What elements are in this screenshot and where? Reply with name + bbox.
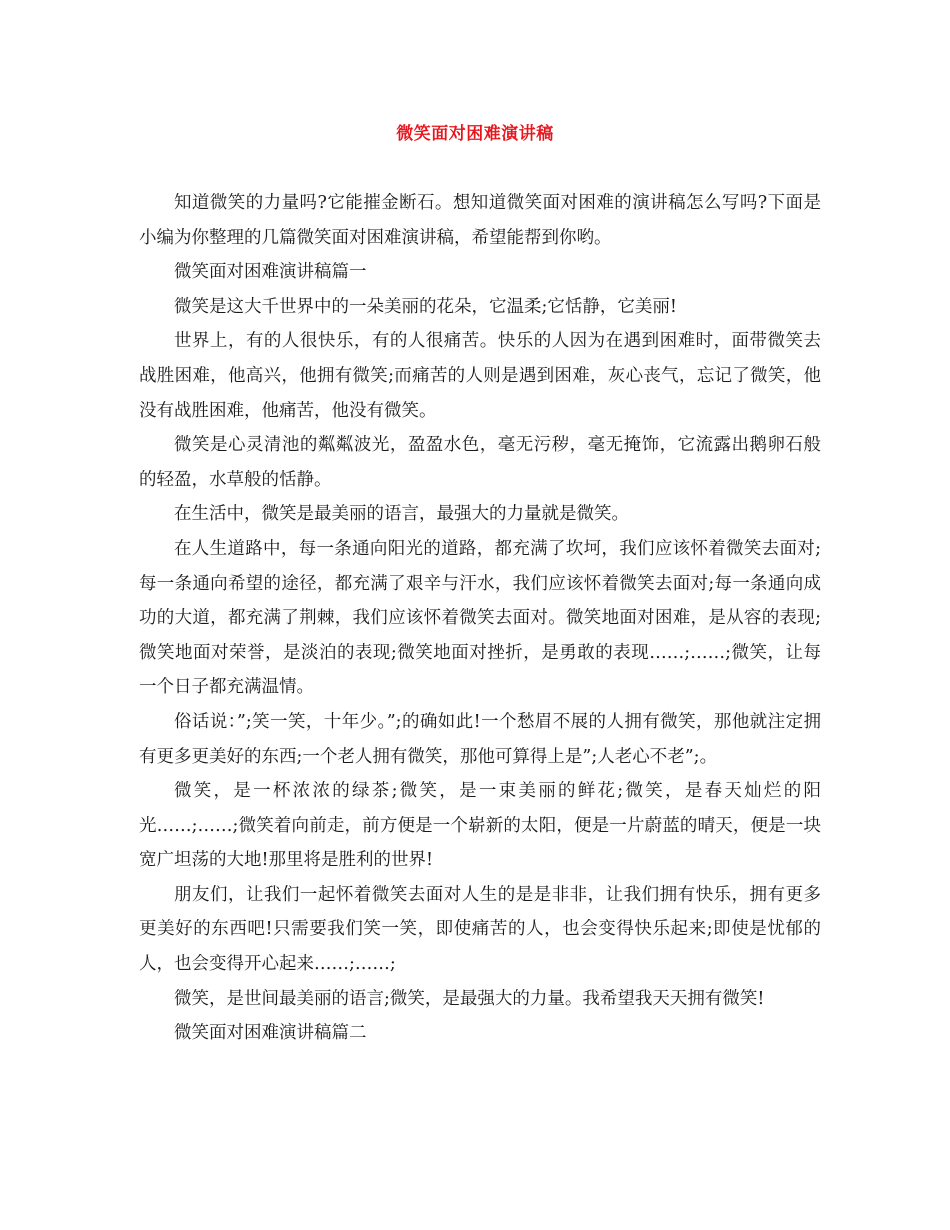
section-heading-2: 微笑面对困难演讲稿篇二: [174, 1023, 367, 1044]
paragraph: 在生活中，微笑是最美丽的语言，最强大的力量就是微笑。: [174, 504, 629, 525]
document-body: [139, 186, 821, 1051]
paragraph: 世界上，有的人很快乐，有的人很痛苦。快乐的人因为在遇到困难时，面带微笑去战胜困难，他高兴，他拥有微笑;而痛苦的人则是遇到困难，灰心丧气，忘记了微笑，他没有战胜困难，他痛苦，他没有微笑。: [139, 331, 821, 421]
paragraph: 微笑，是一杯浓浓的绿茶;微笑，是一束美丽的鲜花;微笑，是春天灿烂的阳光……;……;微笑着向前走，前方便是一个崭新的太阳，便是一片蔚蓝的晴天，便是一块宽广坦荡的大地!那里将是胜利的世界!: [139, 781, 821, 871]
section-heading-1: 微笑面对困难演讲稿篇一: [174, 262, 367, 283]
document-title: 微笑面对困难演讲稿: [396, 124, 554, 144]
paragraph-intro: 知道微笑的力量吗?它能摧金断石。想知道微笑面对困难的演讲稿怎么写吗?下面是小编为你整理的几篇微笑面对困难演讲稿，希望能帮到你哟。: [139, 193, 821, 248]
paragraph: 在人生道路中，每一条通向阳光的道路，都充满了坎坷，我们应该怀着微笑去面对;每一条通向希望的途径，都充满了艰辛与汗水，我们应该怀着微笑去面对;每一条通向成功的大道，都充满了荆棘，我们应该怀着微笑去面对。微笑地面对困难，是从容的表现;微笑地面对荣誉，是淡泊的表现;微笑地面对挫折，是勇敢的表现……;……;微笑，让每一个日子都充满温情。: [139, 538, 821, 698]
paragraph: 微笑是这大千世界中的一朵美丽的花朵，它温柔;它恬静，它美丽!: [174, 296, 677, 317]
paragraph: 微笑，是世间最美丽的语言;微笑，是最强大的力量。我希望我天天拥有微笑!: [174, 988, 765, 1009]
paragraph: 俗话说：”;笑一笑，十年少。”;的确如此!一个愁眉不展的人拥有微笑，那他就注定拥有更多更美好的东西;一个老人拥有微笑，那他可算得上是”;人老心不老”;。: [139, 711, 821, 767]
paragraph: 微笑是心灵清池的粼粼波光，盈盈水色，毫无污秽，毫无掩饰，它流露出鹅卵石般的轻盈，水草般的恬静。: [139, 435, 821, 490]
paragraph: 朋友们，让我们一起怀着微笑去面对人生的是是非非，让我们拥有快乐，拥有更多更美好的东西吧!只需要我们笑一笑，即使痛苦的人，也会变得快乐起来;即使是忧郁的人，也会变得开心起来……;……;: [139, 884, 821, 975]
